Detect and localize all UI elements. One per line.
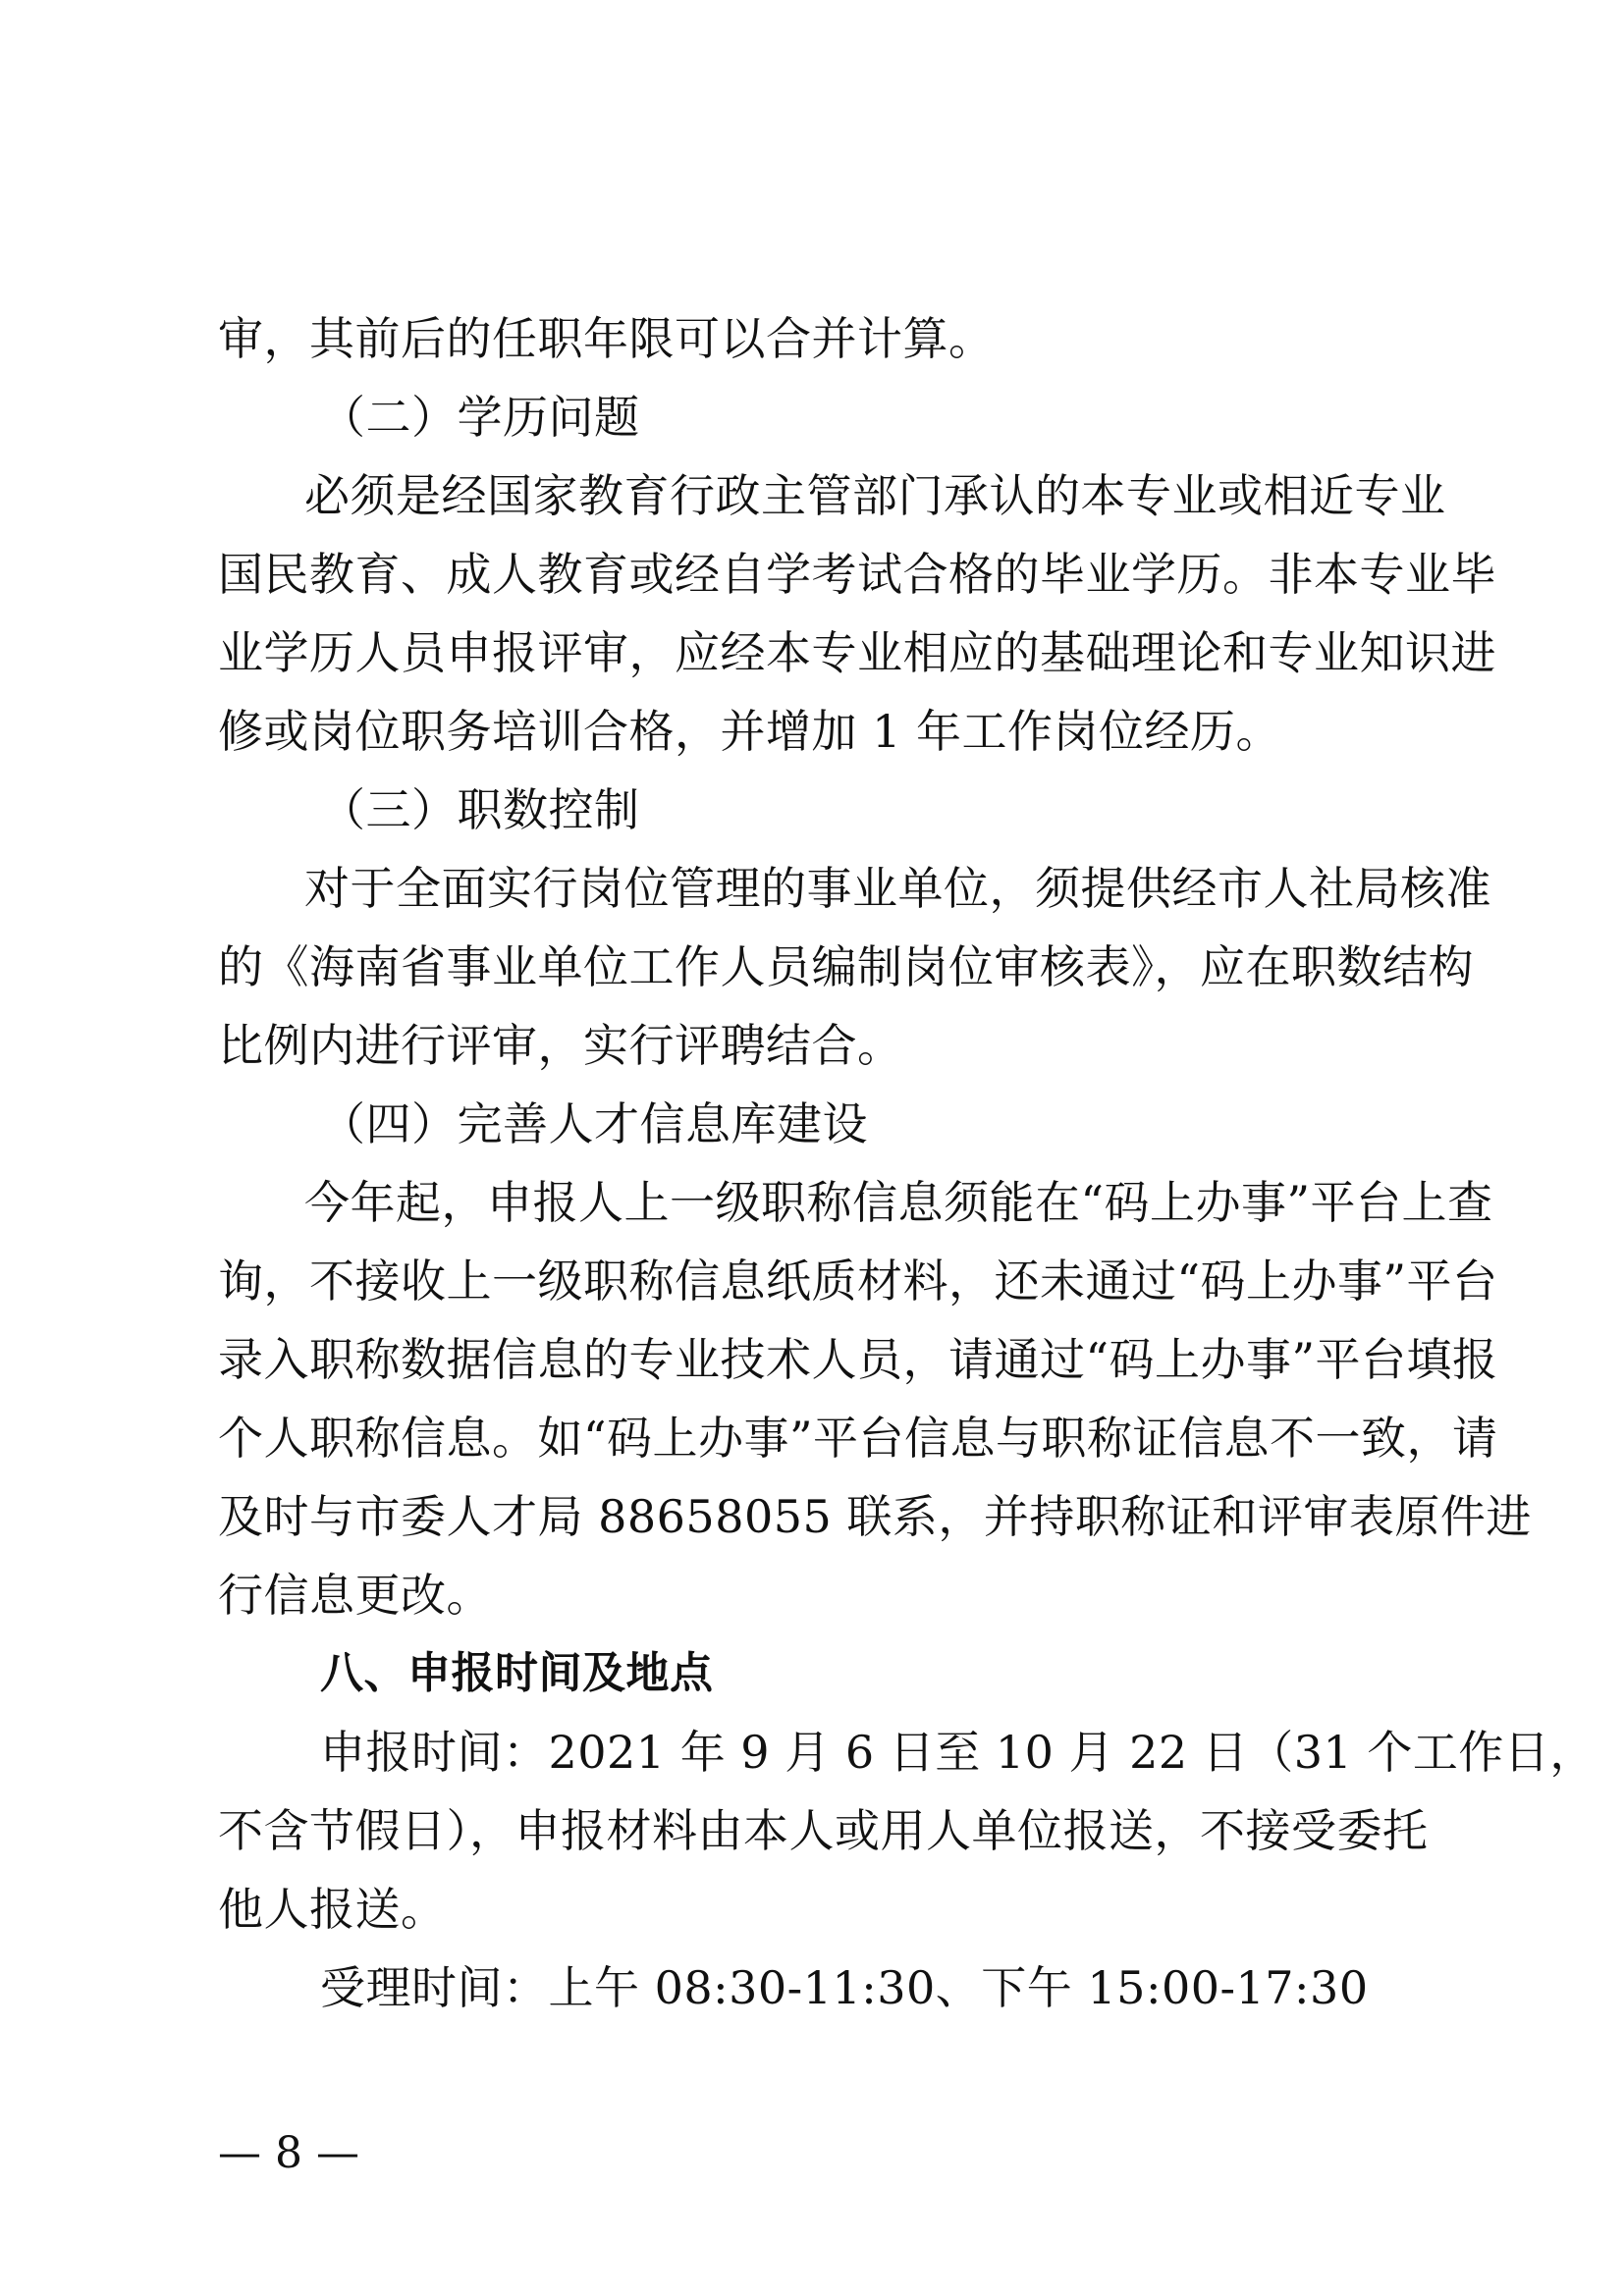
paragraph-line: 个人职称信息。如“码上办事”平台信息与职称证信息不一致，请 — [218, 1412, 1498, 1465]
paragraph-line: 行信息更改。 — [218, 1569, 492, 1622]
paragraph-line: 业学历人员申报评审，应经本专业相应的基础理论和专业知识进 — [218, 626, 1496, 679]
subheading-quota: （三）职数控制 — [320, 783, 640, 836]
subheading-talent-database: （四）完善人才信息库建设 — [320, 1097, 868, 1150]
paragraph-line: 修或岗位职务培训合格，并增加 1 年工作岗位经历。 — [218, 705, 1282, 758]
paragraph-line: 录入职称数据信息的专业技术人员，请通过“码上办事”平台填报 — [218, 1333, 1498, 1386]
subheading-education: （二）学历问题 — [320, 391, 640, 444]
paragraph-line: 比例内进行评审，实行评聘结合。 — [218, 1019, 903, 1072]
paragraph-line: 不含节假日），申报材料由本人或用人单位报送，不接受委托 — [218, 1804, 1429, 1857]
paragraph-line: 询，不接收上一级职称信息纸质材料，还未通过“码上办事”平台 — [218, 1255, 1498, 1308]
paragraph-line: 今年起，申报人上一级职称信息须能在“码上办事”平台上查 — [304, 1176, 1493, 1229]
paragraph-line: 必须是经国家教育行政主管部门承认的本专业或相近专业 — [304, 469, 1446, 522]
paragraph-line: 受理时间：上午 08:30-11:30、下午 15:00-17:30 — [320, 1961, 1369, 2014]
paragraph-line: 对于全面实行岗位管理的事业单位，须提供经市人社局核准 — [304, 862, 1491, 915]
paragraph-line: 的《海南省事业单位工作人员编制岗位审核表》，应在职数结构 — [218, 940, 1474, 993]
paragraph-line: 及时与市委人才局 88658055 联系，并持职称证和评审表原件进 — [218, 1490, 1532, 1543]
section-heading-application-time-place: 八、申报时间及地点 — [320, 1648, 714, 1698]
paragraph-line: 申报时间：2021 年 9 月 6 日至 10 月 22 日（31 个工作日， — [320, 1726, 1596, 1779]
page-number: — 8 — — [218, 2128, 359, 2178]
paragraph-line: 他人报送。 — [218, 1883, 447, 1936]
paragraph-line: 审，其前后的任职年限可以合并计算。 — [218, 312, 995, 365]
paragraph-line: 国民教育、成人教育或经自学考试合格的毕业学历。非本专业毕 — [218, 548, 1496, 601]
